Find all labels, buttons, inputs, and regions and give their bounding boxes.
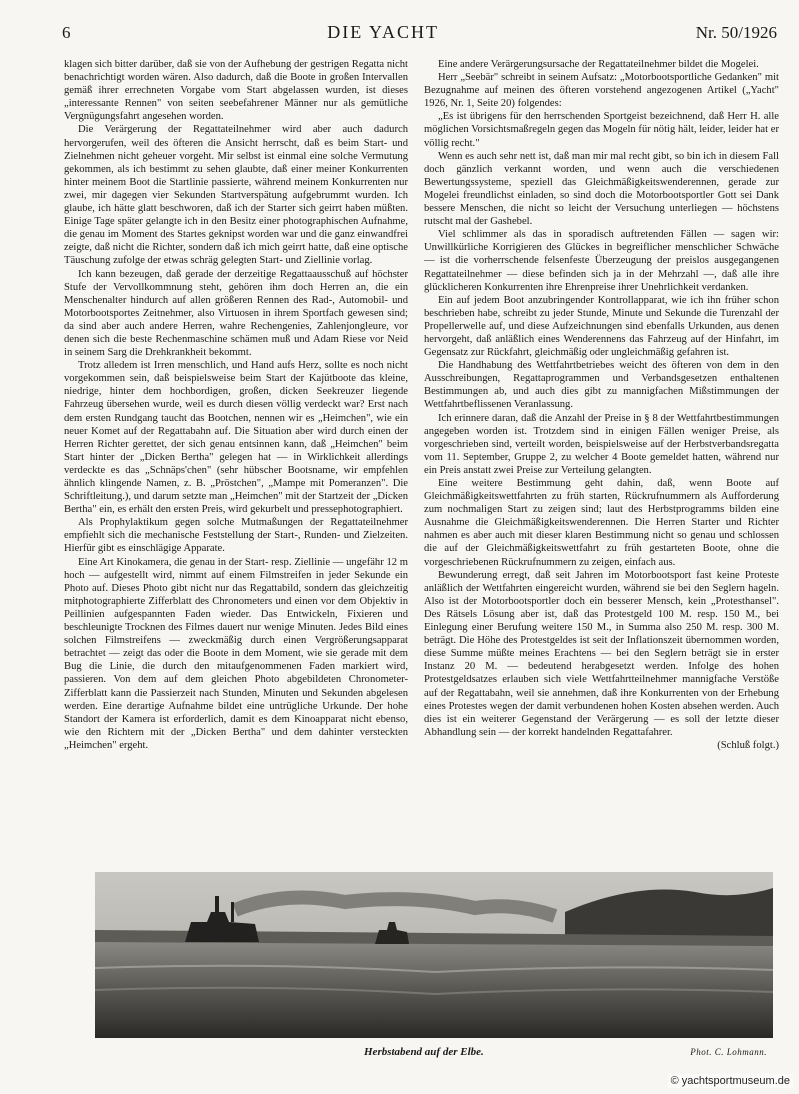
left-column <box>64 58 408 752</box>
paragraph: Wenn es auch sehr nett ist, daß man mir mal recht gibt, so bin ich in diesem Fall doch gänzlich verkannt worden, und wenn auch die verschiedenen Bewertungssysteme, speziell das Gleichmäßigkeitswenderennen, gerade zur Mogelei freundlichst einladen, so sind doch die Motorbootsportler Gott sei Dank bessere Menschen, die nicht so leicht der Versuchung unterliegen — höchstens rutscht mal der Gashebel. <box>424 150 779 228</box>
quote-paragraph: „Es ist übrigens für den herrschenden Sportgeist bezeichnend, daß Herr H. alle möglichen Vorsichtsmaßregeln gegen das Mogeln für nötig hält, leider, leider hat er völlig recht." <box>424 111 779 149</box>
photo-caption: Herbstabend auf der Elbe. <box>364 1046 484 1058</box>
issue-number: Nr. 50/1926 <box>695 23 777 42</box>
magazine-title: DIE YACHT <box>327 22 440 42</box>
paragraph: Eine Art Kinokamera, die genau in der Start- resp. Ziellinie — ungefähr 12 m hoch — aufgestellt wird, nimmt auf einem Filmstreifen in jeder Sekunde ein Photo auf. Dieses Photo gibt nicht nur das Regattabild, sondern das gleichzeitig mitphotographierte Zifferblatt des Chronometers und einen vor dem Objektiv in Peillinien aufgespannten Faden wieder. Das Entwickeln, Fixieren und beschleunigte Trocknen des Filmes dauert nur wenige Minuten. Jedes Bild eines solchen Filmstreifens — zweckmäßig durch einen Vergrößerungsapparat betrachtet — zeigt das oder die Boote in dem Moment, wie sie gerade mit dem Bug die Linie, die durch den mitaufgenommenen Faden markiert wird, passieren. Von dem auf dem gleichen Photo abgebildeten Chronometer-Zifferblatt kann die Passierzeit nach Stunden, Minuten und Sekunden abgelesen werden. Eine derartige Aufnahme bildet eine untrügliche Urkunde. Der hohe Standort der Kamera ist erforderlich, damit es dem Kinoapparat nicht ebenso, wie den Richtern mit der „Dicken Bertha" und dem dahinter versteckten „Heimchen" ergeht. <box>64 556 408 751</box>
page-header <box>62 22 777 50</box>
paragraph: Bewunderung erregt, daß seit Jahren im Motorbootsport fast keine Proteste anläßlich der Wettfahrten eingereicht wurden, während sie bei den Seglern hageln. Also ist der Motorbootsportler doch ein besserer Mensch, kein „Protesthansel". Des Rätsels Lösung aber ist, daß das Protestgeld 100 M. resp. 150 M., bei Einlegung einer Berufung weitere 150 M., in Summa also 250 M. resp. 300 M. beträgt. Die Höhe des Protestgeldes ist seit der Inflationszeit übernommen worden, diese Summe müßte meines Erachtens — bei den Seglern beträgt sie in erster Instanz 20 M. — bedeutend herabgesetzt werden. Infolge des hohen Protestgeldsatzes erlauben sich viele Wettfahrtteilnehmer mannigfache Verstöße auf der Regattabahn, weil sie annehmen, daß ihre Konkurrenten von der Erhebung eines Protestes wegen der damit verbundenen hohen Kosten absehen werden. Auch dies ist ein weiterer Gegenstand der Verärgerung — es soll der letzte dieser Abhandlung sein — der korrekt handelnden Regattafahrer. <box>424 569 779 738</box>
photo-credit: Phot. C. Lohmann. <box>690 1047 767 1057</box>
paragraph: Eine weitere Bestimmung geht dahin, daß, wenn Boote auf Gleichmäßigkeitswettfahrten zu früh starten, Rückrufnummern als Aufforderung zum nochmaligen Start zu zeigen sind; laut des Herbstprogramms bilden eine Ausnahme die Gleichmäßigkeitswenderennen. Die Herren Starter und Richter nahmen es aber auch mit dieser klaren Bestimmung nicht so genau und schlossen die auf der Gleichmäßigkeitswettfahrt zu früh gestarteten Boote, ohne die vorgeschriebenen Rückrufnummern zu zeigen, einfach aus. <box>424 478 779 568</box>
paragraph: Viel schlimmer als das in sporadisch auftretenden Fällen — sagen wir: Unwillkürliche Korrigieren des Glückes in begreiflicher menschlicher Schwäche — ist die vorherrschende felsenfeste Überzeugung der preislos ausgegangenen Regattateilnehmer — diese befinden sich ja in der Mehrzahl —, daß alle ihre glücklicheren Konkurrenten ihre Ehrenpreise ihrer Unehrlichkeit verdanken. <box>424 229 779 293</box>
continued-note: (Schluß folgt.) <box>717 739 779 751</box>
paragraph: klagen sich bitter darüber, daß sie von der Aufhebung der gestrigen Regatta nicht benachrichtigt worden wären. Also dadurch, daß die Boote in großen Intervallen gemäß ihrer errechneten Vorgabe vom Start abgelassen wurden, ist dieses „interessante Rennen" von seiten seebefahrener Männer nur als gemütliche Vergnügungsfahrt angesehen worden. <box>64 59 408 123</box>
paragraph: Als Prophylaktikum gegen solche Mutmaßungen der Regattateilnehmer empfiehlt sich die mechanische Feststellung der Start-, Runden- und Zielzeiten. Hierfür gibt es einschlägige Apparate. <box>64 517 408 555</box>
paragraph: Die Verärgerung der Regattateilnehmer wird aber auch dadurch hervorgerufen, weil des öfteren die Ansicht herrscht, daß es beim Start- und Zielnehmen nicht geheuer vorgeht. Mir selbst ist einmal eine solche Vermutung gekommen, als ich bestimmt zu sehen glaubte, daß einer meiner Konkurrenten hinter meinem Boot die Startlinie passierte, während meinem Konkurrenten nur zwei, mir dagegen vier Sekunden Startverspätung aufgebrummt wurden. Ich glaube, ich hätte glatt beschworen, daß ich der Starter sich geirrt haben müßten. Einige Tage später gelangte ich in den Besitz einer photographischen Aufnahme, die genau im Moment des Startes geknipst worden war und die ganz einwandfrei zeigte, daß nicht die Richter, sondern daß ich mich geirrt hatte, daß eine optische Täuschung zufolge der etwas schräg gelegten Start- und Ziellinie vorlag. <box>64 124 408 267</box>
page-number: 6 <box>62 23 71 42</box>
paragraph: Ich kann bezeugen, daß gerade der derzeitige Regattaausschuß auf höchster Stufe der Vervollkommnung steht, gehören ihm doch Herren an, die ein Menschenalter hindurch auf allen größeren Rennen des Rad-, Automobil- und Motorbootsportes Zeitnehmer, also Virtuosen in ihrem Sportfach gewesen sind; da sind aber auch andere Herren, wahre Rechengenies, Zahlenjongleure, vor denen sich die beste Rechenmaschine schämen muß und Adam Riese vor Neid in seinem Sarg die Drehkrankheit bekommt. <box>64 268 408 359</box>
copyright-watermark: © yachtsportmuseum.de <box>668 1074 793 1088</box>
paragraph: Ein auf jedem Boot anzubringender Kontrollapparat, wie ich ihn früher schon beschrieben habe, schreibt zu jeder Stunde, Minute und Sekunde die Turenzahl der Propellerwelle auf, und diese Aufzeichnungen sind ebenfalls Urkunden, aus denen hervorgeht, daß anläßlich eines Wenderennens das Fahrzeug auf der Hinfahrt, im Gegensatz zur Rückfahrt, gleichmäßig oder ungleichmäßig gefahren ist. <box>424 294 779 359</box>
elbe-photograph <box>95 872 773 1038</box>
paragraph: Trotz alledem ist Irren menschlich, und Hand aufs Herz, sollte es noch nicht vorgekommen sein, daß beispielsweise beim Start der Kajütboote das kleine, niedrige, hinter dem hochbordigen, großen, dicken Seekreuzer liegende Fahrzeug übersehen wurde, weil es durch diesen völlig verdeckt war? Erst nach dem ersten Rundgang taucht das Bootchen, nennen wir es „Heimchen", wie ein neuer Komet auf der Regattabahn auf. Die Situation aber wird durch einen der Herren Richter gerettet, der sich genau entsinnen kann, daß „Heimchen" beim Start hinter der „Dicken Bertha" gelegen hat — in Wirklichkeit allerdings verdeckte es das „Schnäps'chen" (sehr hübscher Bootsname, wir empfehlen ähnlich klingende Namen, z. B. „Pröstchen", „Mampe mit Pomeranzen". Die Schriftleitung.), und darum setzte man „Heimchen" mit der Startzeit der „Dicken Bertha" ein, es erhält den ersten Preis, wird gekurbelt und pressephotographiert. <box>64 360 408 516</box>
photo-illustration <box>95 872 773 1038</box>
paragraph: Ich erinnere daran, daß die Anzahl der Preise in § 8 der Wettfahrtbestimmungen angegeben worden ist. Trotzdem sind in einigen Fällen weniger Preise, als vorgeschrieben sind, verteilt worden, beispielsweise auf der Herbstverbandsregatta vom 11. September, Gruppe 2, zu welcher 4 Boote gemeldet hatten, während nur ein Preis anstatt zwei Preise zur Verteilung gelangten. <box>424 412 779 476</box>
paragraph: Herr „Seebär" schreibt in seinem Aufsatz: „Motorbootsportliche Gedanken" mit Bezugnahme auf meinen des öfteren vorstehend angezogenen Artikel („Yacht" 1926, Nr. 1, Seite 20) folgendes: <box>424 72 779 110</box>
paragraph: Eine andere Verärgerungsursache der Regattateilnehmer bildet die Mogelei. <box>438 59 759 70</box>
paragraph: Die Handhabung des Wettfahrtbetriebes weicht des öfteren von dem in den Ausschreibungen, Regattaprogrammen und Verbandsgesetzen enthaltenen Bestimmungen ab, und auch dies gibt zu mannigfachen Mißstimmungen der Wettfahrtbeflissenen Veranlassung. <box>424 360 779 411</box>
right-column <box>424 58 779 752</box>
